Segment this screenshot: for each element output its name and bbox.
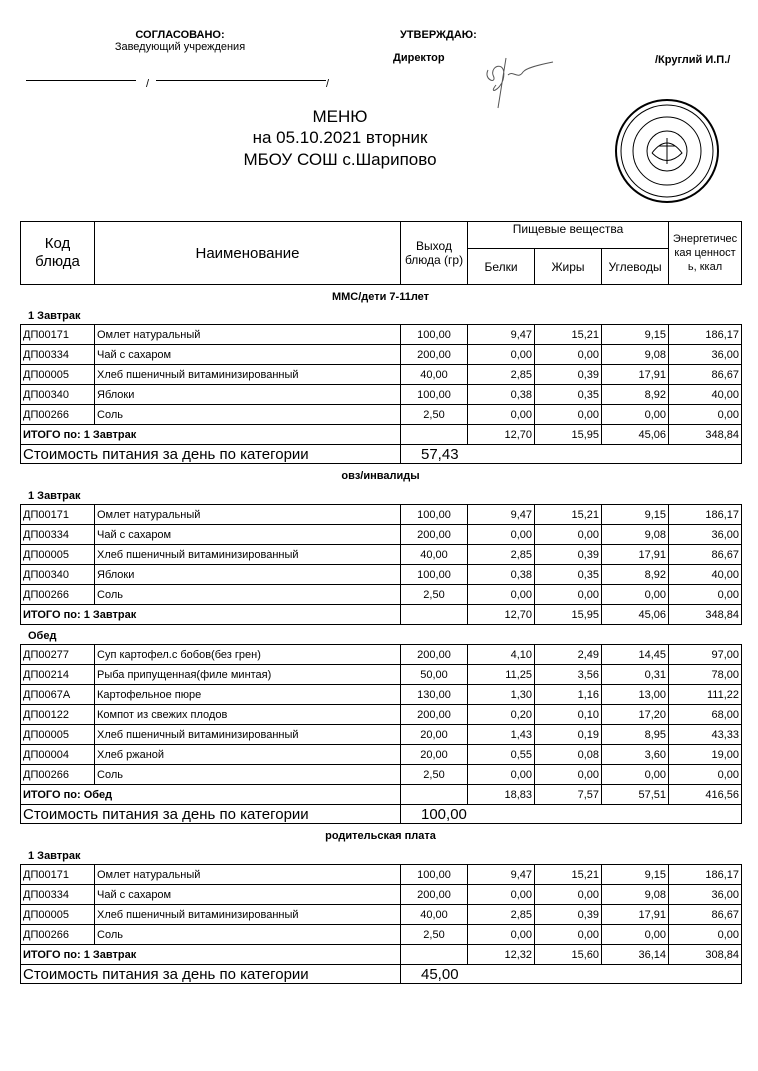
approval-right-role: Директор (393, 52, 445, 64)
dish-fat: 0,39 (535, 545, 602, 565)
dish-name: Картофельное пюре (95, 685, 401, 705)
dish-carbs: 9,08 (602, 525, 669, 545)
dish-fat: 0,08 (535, 745, 602, 765)
dish-energy: 97,00 (669, 645, 742, 665)
dish-yield: 2,50 (401, 765, 468, 785)
dish-carbs: 3,60 (602, 745, 669, 765)
dish-carbs: 9,08 (602, 885, 669, 905)
dish-yield: 100,00 (401, 325, 468, 345)
dish-fat: 0,00 (535, 405, 602, 425)
dish-code: ДП00266 (21, 925, 95, 945)
dish-yield: 200,00 (401, 705, 468, 725)
menu-date: на 05.10.2021 вторник (252, 128, 428, 147)
dish-protein: 0,38 (468, 385, 535, 405)
total-carbs: 45,06 (602, 425, 669, 445)
dish-carbs: 0,00 (602, 765, 669, 785)
total-carbs: 57,51 (602, 785, 669, 805)
dish-protein: 0,38 (468, 565, 535, 585)
dish-energy: 86,67 (669, 365, 742, 385)
table-row (21, 705, 742, 725)
cost-row (21, 805, 742, 824)
table-row (21, 745, 742, 765)
dish-fat: 0,00 (535, 925, 602, 945)
cost-label: Стоимость питания за день по категории (21, 805, 401, 824)
menu-table (20, 504, 742, 625)
dish-yield: 100,00 (401, 565, 468, 585)
dish-code: ДП00334 (21, 885, 95, 905)
dish-carbs: 8,92 (602, 385, 669, 405)
total-energy: 416,56 (669, 785, 742, 805)
total-row (21, 605, 742, 625)
dish-yield: 40,00 (401, 365, 468, 385)
dish-carbs: 9,08 (602, 345, 669, 365)
dish-yield: 20,00 (401, 725, 468, 745)
approval-right-name: /Круглий И.П./ (655, 54, 731, 66)
dish-fat: 0,39 (535, 365, 602, 385)
table-row (21, 525, 742, 545)
table-row (21, 765, 742, 785)
header-fat: Жиры (535, 249, 602, 285)
dish-protein: 2,85 (468, 365, 535, 385)
dish-yield: 200,00 (401, 645, 468, 665)
table-row (21, 505, 742, 525)
total-carbs: 36,14 (602, 945, 669, 965)
dish-protein: 0,55 (468, 745, 535, 765)
dish-energy: 40,00 (669, 385, 742, 405)
meal-title: 1 Завтрак (28, 850, 81, 862)
dish-yield: 40,00 (401, 905, 468, 925)
table-row (21, 385, 742, 405)
dish-code: ДП00334 (21, 345, 95, 365)
slash: / (146, 78, 150, 90)
school-name: МБОУ СОШ с.Шарипово (243, 150, 437, 169)
total-label: ИТОГО по: 1 Завтрак (21, 945, 401, 965)
meal-title: 1 Завтрак (28, 310, 81, 322)
dish-code: ДП00171 (21, 505, 95, 525)
total-protein: 12,70 (468, 605, 535, 625)
cost-value: 45,00 (401, 965, 742, 984)
total-protein: 18,83 (468, 785, 535, 805)
table-row (21, 645, 742, 665)
dish-fat: 0,00 (535, 765, 602, 785)
dish-yield: 100,00 (401, 865, 468, 885)
dish-energy: 36,00 (669, 345, 742, 365)
dish-protein: 9,47 (468, 865, 535, 885)
dish-code: ДП0067А (21, 685, 95, 705)
dish-protein: 0,00 (468, 525, 535, 545)
dish-protein: 0,00 (468, 345, 535, 365)
dish-carbs: 14,45 (602, 645, 669, 665)
total-fat: 15,95 (535, 605, 602, 625)
table-row (21, 325, 742, 345)
header-energy: Энергетическая ценность, ккал (669, 222, 742, 285)
total-energy: 348,84 (669, 425, 742, 445)
dish-code: ДП00266 (21, 585, 95, 605)
total-row (21, 945, 742, 965)
dish-carbs: 9,15 (602, 865, 669, 885)
dish-fat: 0,00 (535, 885, 602, 905)
dish-energy: 111,22 (669, 685, 742, 705)
approval-right-title: УТВЕРЖДАЮ: (400, 29, 477, 41)
dish-name: Суп картофел.с бобов(без грен) (95, 645, 401, 665)
signature-icon (478, 50, 558, 110)
table-row (21, 545, 742, 565)
table-row (21, 585, 742, 605)
dish-name: Соль (95, 765, 401, 785)
dish-protein: 2,85 (468, 905, 535, 925)
dish-protein: 11,25 (468, 665, 535, 685)
dish-code: ДП00004 (21, 745, 95, 765)
dish-fat: 0,10 (535, 705, 602, 725)
header-carbs: Углеводы (602, 249, 669, 285)
total-row (21, 785, 742, 805)
dish-fat: 15,21 (535, 865, 602, 885)
dish-code: ДП00340 (21, 385, 95, 405)
dish-protein: 0,20 (468, 705, 535, 725)
dish-yield: 200,00 (401, 345, 468, 365)
cost-label: Стоимость питания за день по категории (21, 965, 401, 984)
dish-code: ДП00005 (21, 545, 95, 565)
dish-energy: 0,00 (669, 765, 742, 785)
dish-code: ДП00171 (21, 865, 95, 885)
menu-title: МЕНЮ (312, 107, 368, 126)
table-row (21, 405, 742, 425)
menu-table (20, 644, 742, 824)
dish-name: Хлеб пшеничный витаминизированный (95, 725, 401, 745)
dish-energy: 36,00 (669, 525, 742, 545)
dish-energy: 86,67 (669, 905, 742, 925)
total-protein: 12,32 (468, 945, 535, 965)
total-carbs: 45,06 (602, 605, 669, 625)
dish-energy: 43,33 (669, 725, 742, 745)
header-yield: Выход блюда (гр) (401, 222, 468, 285)
total-yield (401, 945, 468, 965)
approval-left-role: Заведующий учреждения (114, 41, 246, 53)
dish-protein: 9,47 (468, 505, 535, 525)
dish-carbs: 13,00 (602, 685, 669, 705)
cost-row (21, 445, 742, 464)
table-row (21, 725, 742, 745)
dish-code: ДП00334 (21, 525, 95, 545)
category-title: овз/инвалиды (341, 470, 420, 482)
table-row (21, 365, 742, 385)
dish-fat: 0,00 (535, 585, 602, 605)
table-row (21, 685, 742, 705)
dish-protein: 1,30 (468, 685, 535, 705)
dish-name: Чай с сахаром (95, 885, 401, 905)
total-yield (401, 425, 468, 445)
dish-yield: 2,50 (401, 925, 468, 945)
dish-name: Омлет натуральный (95, 325, 401, 345)
total-label: ИТОГО по: 1 Завтрак (21, 425, 401, 445)
dish-yield: 130,00 (401, 685, 468, 705)
dish-energy: 0,00 (669, 925, 742, 945)
dish-yield: 50,00 (401, 665, 468, 685)
dish-energy: 186,17 (669, 325, 742, 345)
dish-protein: 0,00 (468, 885, 535, 905)
dish-name: Компот из свежих плодов (95, 705, 401, 725)
name-line (156, 80, 326, 81)
dish-protein: 0,00 (468, 585, 535, 605)
header-code: Код блюда (21, 222, 95, 285)
dish-code: ДП00005 (21, 905, 95, 925)
dish-yield: 2,50 (401, 585, 468, 605)
dish-code: ДП00266 (21, 405, 95, 425)
dish-energy: 0,00 (669, 585, 742, 605)
total-protein: 12,70 (468, 425, 535, 445)
meal-title: Обед (28, 630, 57, 642)
dish-carbs: 0,00 (602, 405, 669, 425)
total-yield (401, 605, 468, 625)
dish-name: Омлет натуральный (95, 505, 401, 525)
dish-fat: 15,21 (535, 325, 602, 345)
dish-yield: 200,00 (401, 525, 468, 545)
dish-yield: 20,00 (401, 745, 468, 765)
dish-fat: 0,35 (535, 385, 602, 405)
dish-fat: 3,56 (535, 665, 602, 685)
dish-carbs: 17,91 (602, 365, 669, 385)
dish-yield: 100,00 (401, 385, 468, 405)
dish-protein: 0,00 (468, 765, 535, 785)
dish-fat: 1,16 (535, 685, 602, 705)
meal-title: 1 Завтрак (28, 490, 81, 502)
dish-code: ДП00340 (21, 565, 95, 585)
dish-code: ДП00005 (21, 365, 95, 385)
dish-carbs: 8,95 (602, 725, 669, 745)
table-row (21, 905, 742, 925)
total-energy: 348,84 (669, 605, 742, 625)
table-header (20, 221, 742, 285)
total-fat: 15,95 (535, 425, 602, 445)
dish-protein: 0,00 (468, 925, 535, 945)
dish-name: Хлеб пшеничный витаминизированный (95, 545, 401, 565)
dish-code: ДП00122 (21, 705, 95, 725)
dish-fat: 15,21 (535, 505, 602, 525)
menu-table (20, 864, 742, 984)
dish-name: Чай с сахаром (95, 345, 401, 365)
dish-name: Рыба припущенная(филе минтая) (95, 665, 401, 685)
dish-code: ДП00171 (21, 325, 95, 345)
dish-name: Соль (95, 585, 401, 605)
cost-label: Стоимость питания за день по категории (21, 445, 401, 464)
cost-row (21, 965, 742, 984)
dish-name: Яблоки (95, 385, 401, 405)
dish-energy: 186,17 (669, 865, 742, 885)
dish-protein: 2,85 (468, 545, 535, 565)
dish-code: ДП00266 (21, 765, 95, 785)
dish-yield: 200,00 (401, 885, 468, 905)
dish-code: ДП00005 (21, 725, 95, 745)
dish-protein: 1,43 (468, 725, 535, 745)
dish-name: Яблоки (95, 565, 401, 585)
total-yield (401, 785, 468, 805)
dish-energy: 19,00 (669, 745, 742, 765)
dish-fat: 2,49 (535, 645, 602, 665)
cost-value: 57,43 (401, 445, 742, 464)
dish-protein: 4,10 (468, 645, 535, 665)
dish-fat: 0,00 (535, 345, 602, 365)
table-row (21, 345, 742, 365)
cost-value: 100,00 (401, 805, 742, 824)
total-row (21, 425, 742, 445)
dish-fat: 0,35 (535, 565, 602, 585)
total-label: ИТОГО по: 1 Завтрак (21, 605, 401, 625)
category-title: родительская плата (325, 830, 436, 842)
dish-fat: 0,00 (535, 525, 602, 545)
dish-name: Соль (95, 925, 401, 945)
menu-table (20, 324, 742, 464)
total-fat: 7,57 (535, 785, 602, 805)
dish-name: Омлет натуральный (95, 865, 401, 885)
dish-code: ДП00277 (21, 645, 95, 665)
category-title: ММС/дети 7-11лет (331, 291, 430, 303)
dish-fat: 0,19 (535, 725, 602, 745)
dish-yield: 40,00 (401, 545, 468, 565)
dish-carbs: 0,00 (602, 585, 669, 605)
dish-energy: 0,00 (669, 405, 742, 425)
dish-energy: 68,00 (669, 705, 742, 725)
dish-protein: 0,00 (468, 405, 535, 425)
dish-energy: 36,00 (669, 885, 742, 905)
table-row (21, 885, 742, 905)
dish-code: ДП00214 (21, 665, 95, 685)
total-fat: 15,60 (535, 945, 602, 965)
dish-fat: 0,39 (535, 905, 602, 925)
total-label: ИТОГО по: Обед (21, 785, 401, 805)
dish-name: Хлеб ржаной (95, 745, 401, 765)
dish-energy: 40,00 (669, 565, 742, 585)
total-energy: 308,84 (669, 945, 742, 965)
header-name: Наименование (95, 222, 401, 285)
dish-protein: 9,47 (468, 325, 535, 345)
dish-carbs: 17,91 (602, 545, 669, 565)
table-row (21, 665, 742, 685)
dish-carbs: 17,20 (602, 705, 669, 725)
slash: / (326, 78, 330, 90)
dish-yield: 100,00 (401, 505, 468, 525)
stamp-icon (614, 98, 720, 204)
dish-carbs: 0,31 (602, 665, 669, 685)
dish-carbs: 17,91 (602, 905, 669, 925)
table-row (21, 925, 742, 945)
approval-left-title: СОГЛАСОВАНО: (135, 29, 225, 41)
dish-yield: 2,50 (401, 405, 468, 425)
table-row (21, 565, 742, 585)
dish-energy: 78,00 (669, 665, 742, 685)
dish-name: Соль (95, 405, 401, 425)
dish-name: Хлеб пшеничный витаминизированный (95, 905, 401, 925)
dish-carbs: 9,15 (602, 505, 669, 525)
dish-name: Хлеб пшеничный витаминизированный (95, 365, 401, 385)
dish-energy: 86,67 (669, 545, 742, 565)
dish-carbs: 0,00 (602, 925, 669, 945)
dish-energy: 186,17 (669, 505, 742, 525)
dish-carbs: 8,92 (602, 565, 669, 585)
signature-line (26, 80, 136, 81)
header-nutrients: Пищевые вещества (468, 222, 669, 249)
dish-carbs: 9,15 (602, 325, 669, 345)
header-protein: Белки (468, 249, 535, 285)
table-row (21, 865, 742, 885)
dish-name: Чай с сахаром (95, 525, 401, 545)
